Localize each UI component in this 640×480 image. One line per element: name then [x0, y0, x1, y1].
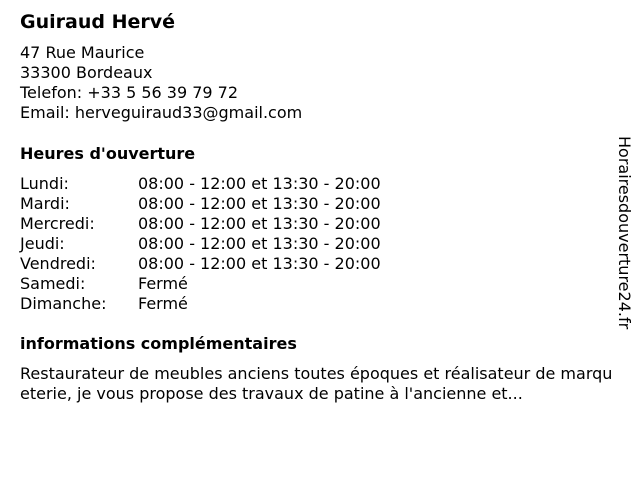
hours-value: 08:00 - 12:00 et 13:30 - 20:00 [138, 234, 381, 253]
hours-row-monday [20, 174, 381, 194]
hours-value: 08:00 - 12:00 et 13:30 - 20:00 [138, 214, 381, 233]
hours-value: Fermé [138, 274, 188, 293]
opening-hours-list [20, 174, 381, 314]
hours-value: Fermé [138, 294, 188, 313]
hours-row-tuesday [20, 194, 381, 214]
email-line: Email: herveguiraud33@gmail.com [20, 103, 303, 122]
day-label: Lundi: [20, 174, 69, 193]
day-label: Jeudi: [20, 234, 65, 253]
hours-row-thursday [20, 234, 381, 254]
day-label: Samedi: [20, 274, 86, 293]
city-line: 33300 Bordeaux [20, 63, 153, 82]
hours-value: 08:00 - 12:00 et 13:30 - 20:00 [138, 174, 381, 193]
contact-block [20, 43, 302, 123]
hours-value: 08:00 - 12:00 et 13:30 - 20:00 [138, 254, 381, 273]
hours-row-sunday [20, 294, 381, 314]
business-description: Restaurateur de meubles anciens toutes époques et réalisateur de marqueterie, je vous propose des travaux de patine à l'ancienne et... [20, 364, 613, 403]
hours-row-friday [20, 254, 381, 274]
phone-line: Telefon: +33 5 56 39 79 72 [20, 83, 239, 102]
business-card [20, 0, 613, 480]
site-watermark: Horairesdouverture24.fr [615, 136, 634, 330]
hours-value: 08:00 - 12:00 et 13:30 - 20:00 [138, 194, 381, 213]
day-label: Mercredi: [20, 214, 95, 233]
address-line: 47 Rue Maurice [20, 43, 145, 62]
hours-row-saturday [20, 274, 381, 294]
additional-info-heading: informations complémentaires [20, 334, 297, 353]
opening-hours-heading: Heures d'ouverture [20, 144, 196, 163]
day-label: Dimanche: [20, 294, 107, 313]
business-name: Guiraud Hervé [20, 11, 175, 33]
day-label: Mardi: [20, 194, 70, 213]
day-label: Vendredi: [20, 254, 96, 273]
hours-row-wednesday [20, 214, 381, 234]
